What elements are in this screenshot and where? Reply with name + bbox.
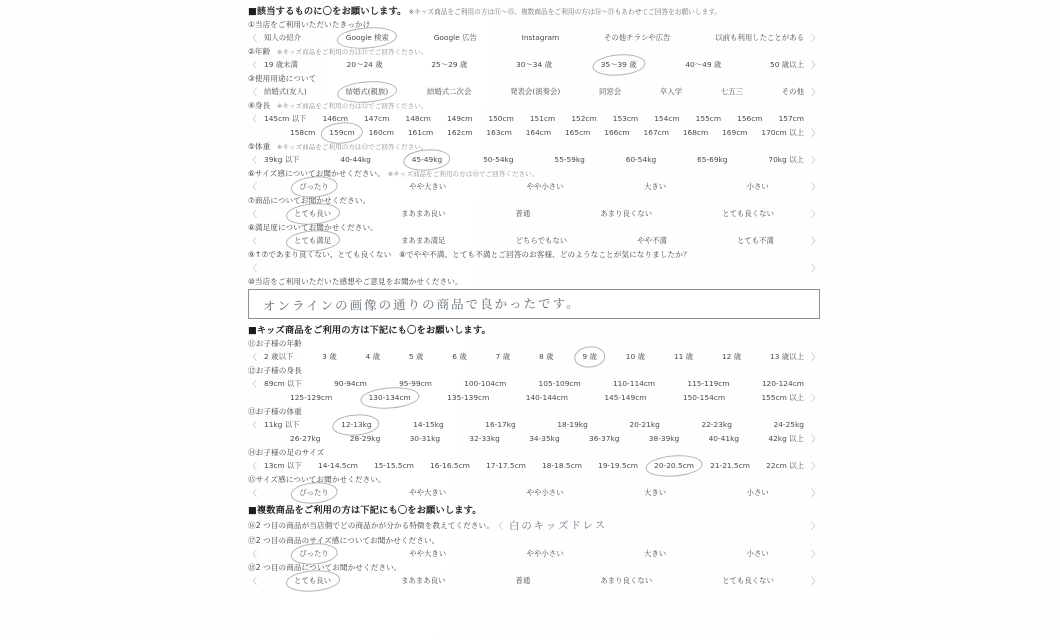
bracket-left-icon: 〈 <box>248 264 258 274</box>
option[interactable]: どちらでもない <box>515 236 568 245</box>
option[interactable]: 30-31kg <box>409 434 441 443</box>
option[interactable]: 50 歳以上 <box>770 60 804 69</box>
option[interactable]: 90-94cm <box>334 379 367 388</box>
section-heading-multi: ■複数商品をご利用の方は下記にも〇をお願いします。 <box>248 505 482 516</box>
option[interactable]: 148cm <box>405 114 431 123</box>
options-container <box>259 548 809 559</box>
option[interactable]: 115-119cm <box>687 379 730 388</box>
question-note: ※キッズ商品をご利用の方は⑮でご回答ください。 <box>381 170 539 178</box>
bracket-left-icon: 〈 <box>248 156 258 166</box>
question-note: ※キッズ商品をご利用の方は⑬でご回答ください。 <box>270 143 428 151</box>
option[interactable]: 156cm <box>737 114 763 123</box>
option[interactable]: 165cm <box>564 128 591 137</box>
option[interactable]: まあまあ良い <box>401 209 446 218</box>
option[interactable]: 38-39kg <box>648 434 680 443</box>
option[interactable]: その他チラシや広告 <box>604 33 671 42</box>
option[interactable]: 157cm <box>778 114 804 123</box>
option[interactable]: 13 歳以上 <box>770 352 804 361</box>
option[interactable]: 110-114cm <box>612 379 656 388</box>
bracket-right-icon: 〉 <box>810 489 820 499</box>
section-heading-main: ■該当するものに〇をお願いします。 ※キッズ商品をご利用の方は⑪～⑮、複数商品をご利用の方は⑯～㉑もあわせてご回答をお願いします。 <box>248 6 722 17</box>
option[interactable]: 25～29 歳 <box>431 60 468 69</box>
option[interactable]: 153cm <box>612 114 639 123</box>
comment-box[interactable] <box>248 289 820 319</box>
option-row <box>248 459 820 472</box>
bracket-right-icon: 〉 <box>810 129 820 139</box>
option-selected[interactable]: 35～39 歳 <box>600 60 637 69</box>
option-selected[interactable]: ぴったり <box>299 182 329 191</box>
bracket-left-icon: 〈 <box>248 462 258 472</box>
bracket-left-icon: 〈 <box>248 34 258 44</box>
option[interactable]: 普通 <box>515 209 531 218</box>
question-note: ※キッズ商品をご利用の方は⑪でご回答ください。 <box>270 48 428 56</box>
handwritten-answer: 白のキッズドレス <box>509 519 607 533</box>
option[interactable]: 154cm <box>654 114 680 123</box>
option[interactable]: 発表会(演奏会) <box>510 87 561 96</box>
option[interactable]: 147cm <box>364 114 390 123</box>
option[interactable]: 7 歳 <box>495 352 511 361</box>
option[interactable]: Instagram <box>521 33 560 42</box>
options-container <box>259 460 809 471</box>
option[interactable]: 40～49 歳 <box>685 60 722 69</box>
question-label-⑨: ⑨↑⑦であまり良くない、とても良くない ⑧でやや不満、とても不満とご回答のお客様、どのようなことが気になりましたか？ <box>248 250 691 259</box>
options-container <box>259 392 809 403</box>
option[interactable]: 13cm 以下 <box>264 461 302 470</box>
question-label-⑫: ⑫お子様の身長 <box>248 366 302 375</box>
options-container <box>259 113 809 124</box>
options-container <box>259 86 809 97</box>
option-row <box>248 418 820 431</box>
option[interactable]: 大きい <box>643 549 667 558</box>
section-heading-kids: ■キッズ商品をご利用の方は下記にも〇をお願いします。 <box>248 325 491 336</box>
option[interactable]: 22-23kg <box>701 420 732 429</box>
question-label-⑬: ⑬お子様の体重 <box>248 407 302 416</box>
option[interactable]: あまり良くない <box>600 209 653 218</box>
option[interactable]: 七五三 <box>720 87 744 96</box>
option-selected[interactable]: Google 検索 <box>345 33 389 42</box>
option-row <box>248 207 820 220</box>
bracket-right-icon: 〉 <box>810 237 820 247</box>
option[interactable]: 11kg 以下 <box>264 420 300 429</box>
option[interactable]: 36-37kg <box>589 434 620 443</box>
option[interactable]: 140-144cm <box>525 393 568 402</box>
option[interactable]: 10 歳 <box>625 352 645 361</box>
option-selected[interactable]: 20-20.5cm <box>654 461 694 470</box>
option[interactable]: 164cm <box>525 128 552 137</box>
option-selected[interactable]: ぴったり <box>299 549 329 558</box>
option[interactable]: 50-54kg <box>483 155 514 164</box>
options-container <box>259 235 809 246</box>
option[interactable]: 155cm 以上 <box>761 393 804 402</box>
question-label-②: ②年齢 ※キッズ商品をご利用の方は⑪でご回答ください。 <box>248 47 428 56</box>
option[interactable]: 146cm <box>322 114 348 123</box>
bracket-right-icon: 〉 <box>810 353 820 363</box>
option-row <box>248 547 820 560</box>
option[interactable]: 152cm <box>571 114 597 123</box>
bracket-left-icon: 〈 <box>248 88 258 98</box>
option[interactable]: 95-99cm <box>399 379 432 388</box>
option[interactable]: 同窓会 <box>598 87 622 96</box>
options-container <box>259 487 809 498</box>
inline-answer-row[interactable] <box>494 518 820 533</box>
bracket-right-icon: 〉 <box>810 88 820 98</box>
options-container <box>259 351 809 362</box>
option[interactable]: 65-69kg <box>697 155 728 164</box>
option[interactable]: 結婚式(友人) <box>264 87 307 96</box>
options-container <box>259 181 809 192</box>
option[interactable]: 14-15kg <box>413 420 444 429</box>
option-row <box>248 234 820 247</box>
option[interactable]: 145cm 以下 <box>264 114 307 123</box>
survey-sheet <box>248 0 820 640</box>
question-label-⑥: ⑥サイズ感についてお聞かせください。 ※キッズ商品をご利用の方は⑮でご回答ください。 <box>248 169 539 178</box>
option[interactable]: 158cm <box>290 128 316 137</box>
options-container <box>259 127 809 138</box>
option[interactable]: まあまあ満足 <box>401 236 446 245</box>
handwritten-comment: オンラインの画像の通りの商品で良かったです。 <box>262 295 581 314</box>
option[interactable]: 17-17.5cm <box>486 461 526 470</box>
option-row <box>248 486 820 499</box>
section-note: ※キッズ商品をご利用の方は⑪～⑮、複数商品をご利用の方は⑯～㉑もあわせてご回答をお願いします。 <box>401 8 722 16</box>
option-row <box>248 126 820 139</box>
option[interactable]: やや小さい <box>526 182 564 191</box>
option[interactable]: 14-14.5cm <box>318 461 358 470</box>
option[interactable]: 166cm <box>604 128 630 137</box>
option[interactable]: 120-124cm <box>761 379 804 388</box>
question-label-①: ①当店をご利用いただいたきっかけ <box>248 20 371 29</box>
option[interactable]: 卒入学 <box>659 87 683 96</box>
options-container <box>259 575 809 586</box>
bracket-right-icon: 〉 <box>810 577 820 587</box>
option[interactable]: とても良くない <box>722 576 774 585</box>
option[interactable]: 2 歳以下 <box>264 352 294 361</box>
option[interactable]: 149cm <box>446 114 473 123</box>
option[interactable]: 151cm <box>529 114 556 123</box>
option[interactable]: 5 歳 <box>408 352 424 361</box>
question-label-⑩: ⑩当店をご利用いただいた感想やご意見をお聞かせください。 <box>248 277 463 286</box>
inline-answer-space <box>505 518 809 533</box>
option[interactable]: 161cm <box>407 128 434 137</box>
bracket-left-icon: 〈 <box>248 115 258 125</box>
options-container <box>259 433 809 444</box>
option-selected[interactable]: 130-134cm <box>368 393 411 402</box>
option[interactable]: 21-21.5cm <box>710 461 750 470</box>
option[interactable]: 24-25kg <box>773 420 804 429</box>
bracket-right-icon: 〉 <box>810 210 820 220</box>
question-label-④: ④身長 ※キッズ商品をご利用の方は⑫でご回答ください。 <box>248 101 428 110</box>
option[interactable]: 39kg 以下 <box>264 155 300 164</box>
option[interactable]: 16-17kg <box>485 420 516 429</box>
option-row <box>248 85 820 98</box>
bracket-left-icon: 〈 <box>248 183 258 193</box>
option[interactable]: 28-29kg <box>349 434 381 443</box>
option[interactable]: 以前も利用したことがある <box>715 33 804 42</box>
option[interactable]: とても不満 <box>736 236 774 245</box>
option[interactable]: 145-149cm <box>604 393 647 402</box>
option[interactable]: その他 <box>781 87 804 96</box>
option-row <box>248 574 820 587</box>
option[interactable]: やや大きい <box>409 488 447 497</box>
option[interactable]: 150cm <box>488 114 514 123</box>
option-row <box>248 153 820 166</box>
option[interactable]: 16-16.5cm <box>430 461 470 470</box>
bracket-right-icon: 〉 <box>810 550 820 560</box>
option[interactable]: 普通 <box>515 576 531 585</box>
option[interactable]: 89cm 以下 <box>264 379 302 388</box>
option-selected[interactable]: とても満足 <box>294 236 332 245</box>
option[interactable]: 4 歳 <box>365 352 380 361</box>
option[interactable]: 19 歳未満 <box>264 60 298 69</box>
option[interactable]: 34-35kg <box>529 434 560 443</box>
question-label-⑤: ⑤体重 ※キッズ商品をご利用の方は⑬でご回答ください。 <box>248 142 428 151</box>
option[interactable]: 40-41kg <box>708 434 740 443</box>
question-label-⑦: ⑦商品についてお聞かせください。 <box>248 196 371 205</box>
option-row <box>248 377 820 390</box>
option[interactable]: 12 歳 <box>721 352 742 361</box>
bracket-left-icon: 〈 <box>248 489 258 499</box>
option[interactable]: 155cm <box>695 114 722 123</box>
option[interactable]: 3 歳 <box>322 352 337 361</box>
option[interactable]: 32-33kg <box>469 434 500 443</box>
option-selected[interactable]: 45-49kg <box>411 155 443 164</box>
bracket-left-icon: 〈 <box>248 210 258 220</box>
option[interactable]: 22cm 以上 <box>766 461 804 470</box>
bracket-right-icon: 〉 <box>810 394 820 404</box>
option[interactable]: 55-59kg <box>554 155 585 164</box>
option[interactable]: 40-44kg <box>340 155 371 164</box>
option[interactable]: とても良くない <box>722 209 774 218</box>
option[interactable]: 20～24 歳 <box>346 60 383 69</box>
option[interactable]: 小さい <box>746 488 769 497</box>
bracket-right-icon: 〉 <box>810 183 820 193</box>
option[interactable]: 150-154cm <box>682 393 726 402</box>
options-container <box>259 419 809 430</box>
option[interactable]: 11 歳 <box>673 352 694 361</box>
option[interactable]: 167cm <box>643 128 669 137</box>
option-row <box>248 31 820 44</box>
bracket-right-icon: 〉 <box>810 61 820 71</box>
option-row <box>248 391 820 404</box>
option-selected[interactable]: とても良い <box>294 576 332 585</box>
bracket-left-icon: 〈 <box>248 61 258 71</box>
bracket-left-icon: 〈 <box>248 577 258 587</box>
option[interactable]: 100-104cm <box>464 379 507 388</box>
option[interactable]: Google 広告 <box>433 33 477 42</box>
option[interactable]: 結婚式二次会 <box>426 87 472 96</box>
option[interactable]: 8 歳 <box>539 352 554 361</box>
option-selected[interactable]: とても良い <box>294 209 332 218</box>
option[interactable]: やや大きい <box>409 182 447 191</box>
option[interactable]: 小さい <box>746 549 769 558</box>
question-note: ※キッズ商品をご利用の方は⑫でご回答ください。 <box>270 102 428 110</box>
option-row <box>248 112 820 125</box>
question-label-⑮: ⑮サイズ感についてお聞かせください。 <box>248 475 386 484</box>
options-container <box>259 32 809 43</box>
question-label-⑯: ⑯2 つ目の商品が当店側でどの商品かが分かる特徴を教えてください。 〈 白のキッズドレス 〉 <box>248 519 820 533</box>
option[interactable]: 20-21kg <box>629 420 660 429</box>
bracket-left-icon: 〈 <box>493 522 504 532</box>
bracket-right-icon: 〉 <box>810 34 820 44</box>
option[interactable]: 大きい <box>643 488 667 497</box>
option[interactable]: 小さい <box>746 182 769 191</box>
bracket-right-icon: 〉 <box>810 156 820 166</box>
option-selected[interactable]: 159cm <box>329 128 355 137</box>
question-label-⑭: ⑭お子様の足のサイズ <box>248 448 325 457</box>
bracket-right-icon: 〉 <box>810 462 820 472</box>
option[interactable]: 大きい <box>643 182 667 191</box>
bracket-left-icon: 〈 <box>248 380 258 390</box>
option[interactable]: 162cm <box>447 128 473 137</box>
option[interactable]: 70kg 以上 <box>768 155 804 164</box>
option[interactable]: あまり良くない <box>600 576 653 585</box>
option[interactable]: 160cm <box>368 128 394 137</box>
option[interactable]: 知人の紹介 <box>264 33 301 42</box>
question-label-⑱: ⑱2 つ目の商品についてお聞かせください。 <box>248 563 402 572</box>
option[interactable]: 15-15.5cm <box>374 461 414 470</box>
option[interactable]: やや大きい <box>409 549 447 558</box>
bracket-left-icon: 〈 <box>248 237 258 247</box>
options-container <box>259 154 809 165</box>
option[interactable]: 6 歳 <box>452 352 467 361</box>
question-label-⑪: ⑪お子様の年齢 <box>248 339 302 348</box>
option[interactable]: やや小さい <box>526 549 564 558</box>
bracket-left-icon: 〈 <box>248 353 258 363</box>
option[interactable]: 168cm <box>682 128 709 137</box>
option[interactable]: 30～34 歳 <box>516 60 552 69</box>
question-label-⑧: ⑧満足度についてお聞かせください。 <box>248 223 378 232</box>
option-row <box>248 58 820 71</box>
option-selected[interactable]: 結婚式(親族) <box>345 87 389 96</box>
bracket-right-icon: 〉 <box>810 435 820 445</box>
option[interactable]: やや不満 <box>637 236 667 245</box>
option[interactable]: やや小さい <box>526 488 564 497</box>
option[interactable]: 26-27kg <box>290 434 321 443</box>
options-container <box>259 208 809 219</box>
option-row <box>248 180 820 193</box>
option[interactable]: 135-139cm <box>447 393 490 402</box>
option-selected[interactable]: 12-13kg <box>341 420 372 429</box>
option-selected[interactable]: ぴったり <box>299 488 329 497</box>
freeform-answer-row[interactable] <box>248 261 820 274</box>
question-label-⑰: ⑰2 つ目の商品のサイズ感についてお聞かせください。 <box>248 536 440 545</box>
option[interactable]: 18-19kg <box>557 420 588 429</box>
bracket-left-icon: 〈 <box>248 550 258 560</box>
option[interactable]: 105-109cm <box>538 379 581 388</box>
option[interactable]: 19-19.5cm <box>598 461 638 470</box>
option[interactable]: 169cm <box>722 128 748 137</box>
option[interactable]: 60-54kg <box>625 155 657 164</box>
options-container <box>259 378 809 389</box>
options-container <box>259 59 809 70</box>
option[interactable]: まあまあ良い <box>401 576 446 585</box>
question-label-③: ③使用用途について <box>248 74 317 83</box>
option[interactable]: 163cm <box>486 128 512 137</box>
option-row <box>248 432 820 445</box>
option-row <box>248 350 820 363</box>
option[interactable]: 170cm 以上 <box>761 128 804 137</box>
option-selected[interactable]: 9 歳 <box>582 352 597 361</box>
bracket-right-icon: 〉 <box>810 264 820 274</box>
option[interactable]: 18-18.5cm <box>542 461 582 470</box>
option[interactable]: 125-129cm <box>290 393 333 402</box>
bracket-left-icon: 〈 <box>248 421 258 431</box>
bracket-right-icon: 〉 <box>810 522 820 532</box>
option[interactable]: 42kg 以上 <box>768 434 804 443</box>
